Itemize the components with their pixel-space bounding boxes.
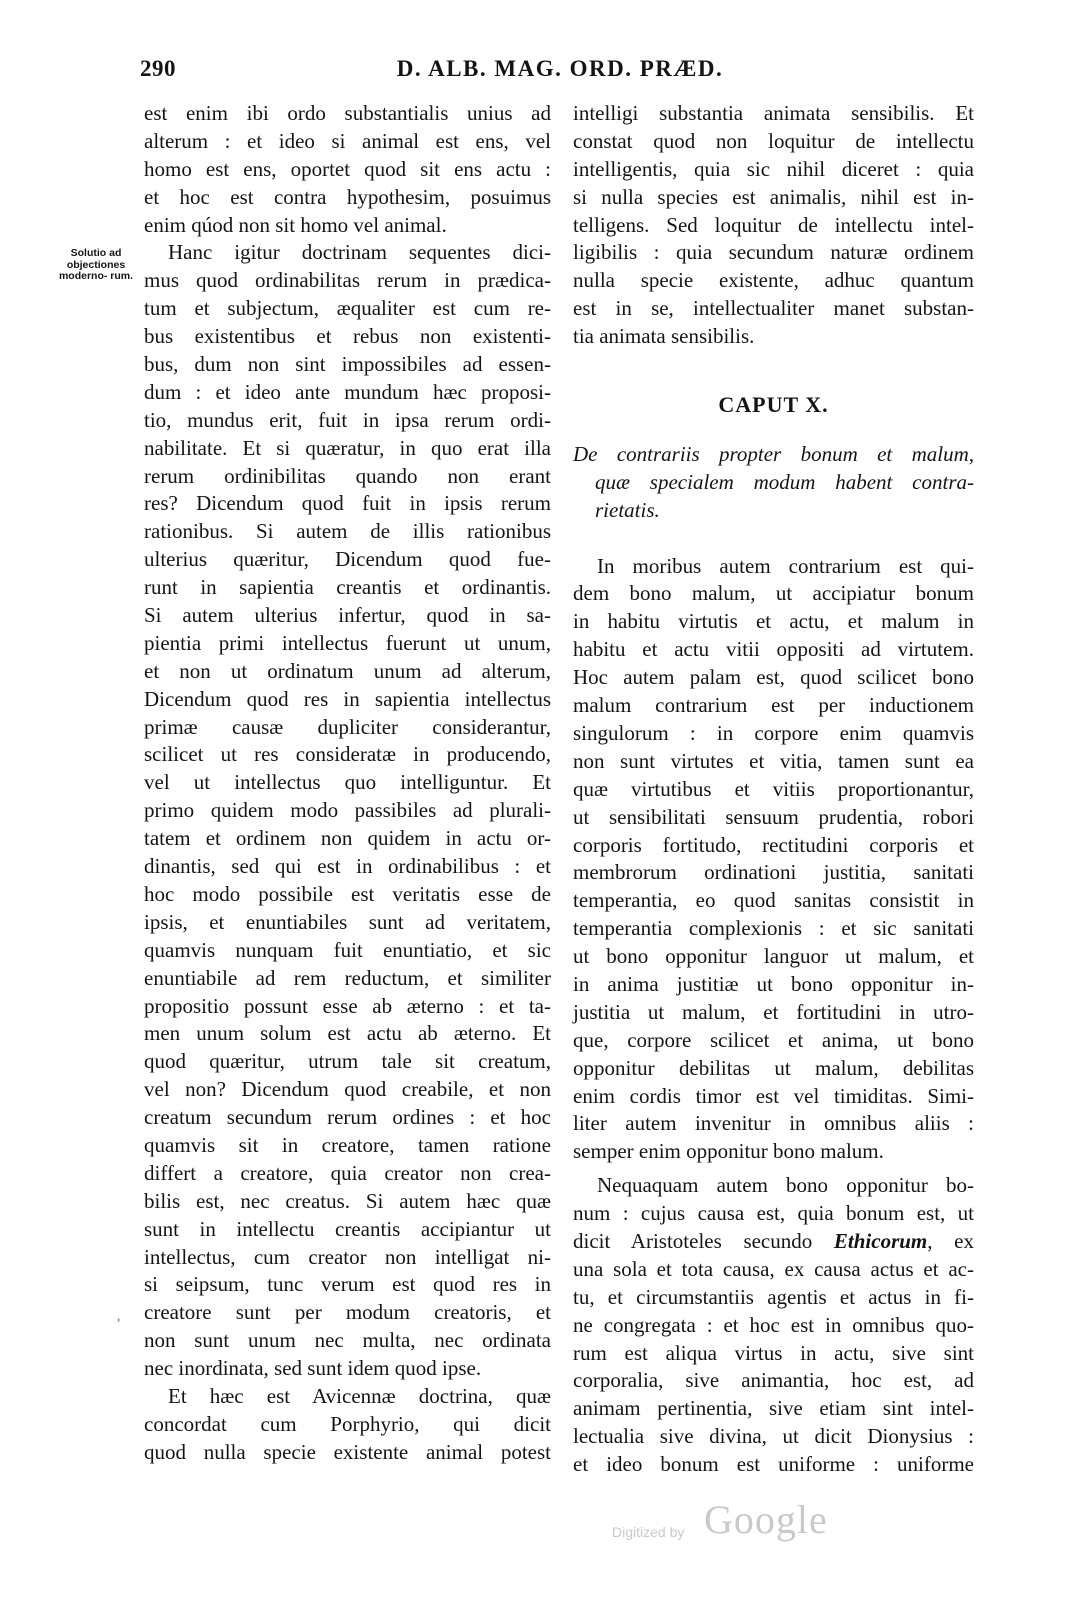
text-line: in anima justitiæ ut bono opponitur in- [573,971,974,996]
text-line: Dicendum quod res in sapientia intellectus [144,686,551,711]
text-line: et hoc est contra hypothesim, posuimus [144,184,551,209]
page-header [0,52,1074,92]
text-fragment: dicit Aristoteles secundo [573,1228,834,1253]
text-line [573,1228,974,1256]
text-line: Si autem ulterius infertur, quod in sa- [144,603,551,628]
stray-mark: ʾ [116,1317,122,1334]
text-line: Nequaquam autem bono opponitur bo- [597,1173,974,1198]
text-line: telligens. Sed loquitur de intellectu intel- [573,212,974,237]
text-line: ulterius quæritur, Dicendum quod fue- [144,547,551,572]
text-line: runt in sapientia creantis et ordinantis. [144,575,551,600]
text-line: nulla specie existente, adhuc quantum [573,268,974,293]
right-paragraph-3 [573,1172,974,1479]
text-line: opponitur debilitas ut malum, debilitas [573,1055,974,1080]
margin-note: Solutio ad objectiones moderno- rum. [58,247,134,282]
left-paragraph-3 [144,1383,551,1467]
text-line: tia animata sensibilis. [573,324,755,349]
text-line: corporis fortitudo, rectitudini corporis et [573,832,974,857]
text-line: intelligentis, quia sic nihil diceret : quia [573,156,974,181]
text-line: dum : et ideo ante mundum hæc proposi- [144,379,551,404]
text-fragment: , ex [927,1228,974,1253]
text-line: mus quod ordinabilitas rerum in prædica- [144,268,551,293]
text-line: creatore sunt per modum creatoris, et [144,1300,551,1325]
text-line: Hanc igitur doctrinam sequentes dici- [168,240,551,265]
text-line: malum contrarium est per inductionem [573,693,974,718]
text-line: est in se, intellectualiter manet substan- [573,296,974,321]
text-line: dem bono malum, ut accipiatur bonum [573,581,974,606]
text-line: nabilitate. Et si quæratur, in quo erat illa [144,435,551,460]
text-line: dinantis, sed qui est in ordinabilibus : et [144,854,551,879]
digitized-watermark [612,1496,852,1556]
chapter-heading: CAPUT X. [718,392,829,418]
text-line: Et hæc est Avicennæ doctrina, quæ [168,1383,551,1408]
text-line: rum est aliqua virtus in actu, sive sint [573,1340,974,1365]
text-line: quæ virtutibus et vitiis proportionantur, [573,776,974,801]
text-line: quod nulla specie existente animal potest [144,1439,551,1464]
text-line: que, corpore scilicet et anima, ut bono [573,1027,974,1052]
text-line: bus existentibus et rebus non existenti- [144,324,551,349]
text-line: num : cujus causa est, quia bonum est, ut [573,1201,974,1226]
left-paragraph-1 [144,100,551,239]
chapter-subtitle [573,441,974,525]
text-line: tu, et circumstantiis agentis et actus in fi- [573,1284,974,1309]
text-line: et non ut ordinatum unum ad alterum, [144,658,551,683]
text-line: una sola et tota causa, ex causa actus et ac- [573,1256,974,1281]
text-line: intelligi substantia animata sensibilis. Et [573,101,974,125]
text-line: semper enim opponitur bono malum. [573,1139,884,1164]
text-line: pientia primi intellectus fuerunt ut unum, [144,630,551,655]
text-line: primo quidem modo passibiles ad plurali- [144,798,551,823]
text-line: De contrariis propter bonum et malum, [573,441,974,466]
text-line: corporalia, sive animantia, hoc est, ad [573,1368,974,1393]
text-line: ne congregata : et hoc est in omnibus quo- [573,1312,974,1337]
text-line: sunt in intellectu creantis accipiantur ut [144,1216,551,1241]
text-line: non sunt unum nec multa, nec ordinata [144,1328,551,1353]
text-line: tum et subjectum, æqualiter est cum re- [144,296,551,321]
text-line: animam pertinentia, sive etiam sint intel- [573,1396,974,1421]
text-line: quod quæritur, utrum tale sit creatum, [144,1049,551,1074]
text-line: in habitu virtutis et actu, et malum in [573,609,974,634]
text-line: singulorum : in corpore enim quamvis [573,720,974,745]
right-paragraph-1 [573,100,974,351]
text-line: lectualia sive divina, ut dicit Dionysius : [573,1424,974,1449]
google-logo: Google [704,1497,828,1542]
text-line: si nulla species est animalis, nihil est in- [573,184,974,209]
text-line: hoc modo possibile est veritatis esse de [144,881,551,906]
text-line: membrorum ordinationi justitia, sanitati [573,860,974,885]
text-line: ipsis, et enuntiabiles sunt ad veritatem, [144,909,551,934]
text-line: ut sensibilitati sensuum prudentia, robori [573,804,974,829]
left-paragraph-2 [144,239,551,1383]
text-line: tio, mundus erit, fuit in ipsa rerum ordi- [144,407,551,432]
text-line: vel ut intellectus quo intelliguntur. Et [144,770,551,795]
text-line: enuntiabile ad rem reductum, et similiter [144,965,551,990]
text-line: enim qúod non sit homo vel animal. [144,212,447,237]
text-line: quamvis sit in creatore, tamen ratione [144,1132,551,1157]
text-line: rietatis. [595,497,660,522]
text-line: differt a creatore, quia creator non crea- [144,1160,551,1185]
text-line: primæ causæ dupliciter considerantur, [144,714,551,739]
text-line: propositio possunt esse ab æterno : et ta- [144,993,551,1018]
text-line: In moribus autem contrarium est qui- [597,553,974,578]
text-line: res? Dicendum quod fuit in ipsis rerum [144,491,551,516]
text-line: justitia ut malum, et fortitudini in utro- [573,999,974,1024]
text-line: creatum secundum rerum ordines : et hoc [144,1105,551,1130]
text-line: rationibus. Si autem de illis rationibus [144,519,551,544]
text-line: Hoc autem palam est, quod scilicet bono [573,665,974,690]
text-line: vel non? Dicendum quod creabile, et non [144,1077,551,1102]
text-line: intellectus, cum creator non intelligat ni- [144,1244,551,1269]
left-column [144,100,551,1467]
text-line: est enim ibi ordo substantialis unius ad [144,101,551,125]
text-line: homo est ens, oportet quod sit ens actu : [144,156,551,181]
text-line: temperantia complexionis : et sic sanitati [573,916,974,941]
text-line: enim cordis timor est vel timiditas. Simi- [573,1083,974,1108]
text-line: quæ specialem modum habent contra- [595,469,974,494]
text-line: quamvis nunquam fuit enuntiatio, et sic [144,937,551,962]
text-line: rerum ordinibilitas quando non erant [144,463,551,488]
digitized-by-label: Digitized by [612,1524,685,1540]
text-line: bilis est, nec creatus. Si autem hæc quæ [144,1188,551,1213]
text-line: bus, dum non sint impossibiles ad essen- [144,352,551,377]
work-title-emphasis: Ethicorum [833,1228,928,1253]
text-line: concordat cum Porphyrio, qui dicit [144,1411,551,1436]
text-line: constat quod non loquitur de intellectu [573,128,974,153]
text-line: liter autem invenitur in omnibus aliis : [573,1111,974,1136]
text-line: et ideo bonum est uniforme : uniforme [573,1452,974,1477]
right-column [573,100,974,1479]
text-line: alterum : et ideo si animal est ens, vel [144,128,551,153]
text-line: men unum solum est actu ab æterno. Et [144,1021,551,1046]
text-line: ligibilis : quia secundum naturæ ordinem [573,240,974,265]
text-line: nec inordinata, sed sunt idem quod ipse. [144,1356,482,1381]
right-paragraph-2 [573,553,974,1167]
text-line: non sunt virtutes et vitia, tamen sunt ea [573,748,974,773]
text-line: tatem et ordinem non quidem in actu or- [144,826,551,851]
text-line: temperantia, eo quod sanitas consistit in [573,888,974,913]
right-paragraph-3-rest [573,1256,974,1479]
running-title: D. ALB. MAG. ORD. PRÆD. [396,56,724,81]
text-line: ut bono opponitur languor ut malum, et [573,944,974,969]
text-line: si seipsum, tunc verum est quod res in [144,1272,551,1297]
text-line: scilicet ut res consideratæ in producendo, [144,742,551,767]
page-number: 290 [140,56,176,81]
text-line: habitu et actu vitii oppositi ad virtutem. [573,637,974,662]
